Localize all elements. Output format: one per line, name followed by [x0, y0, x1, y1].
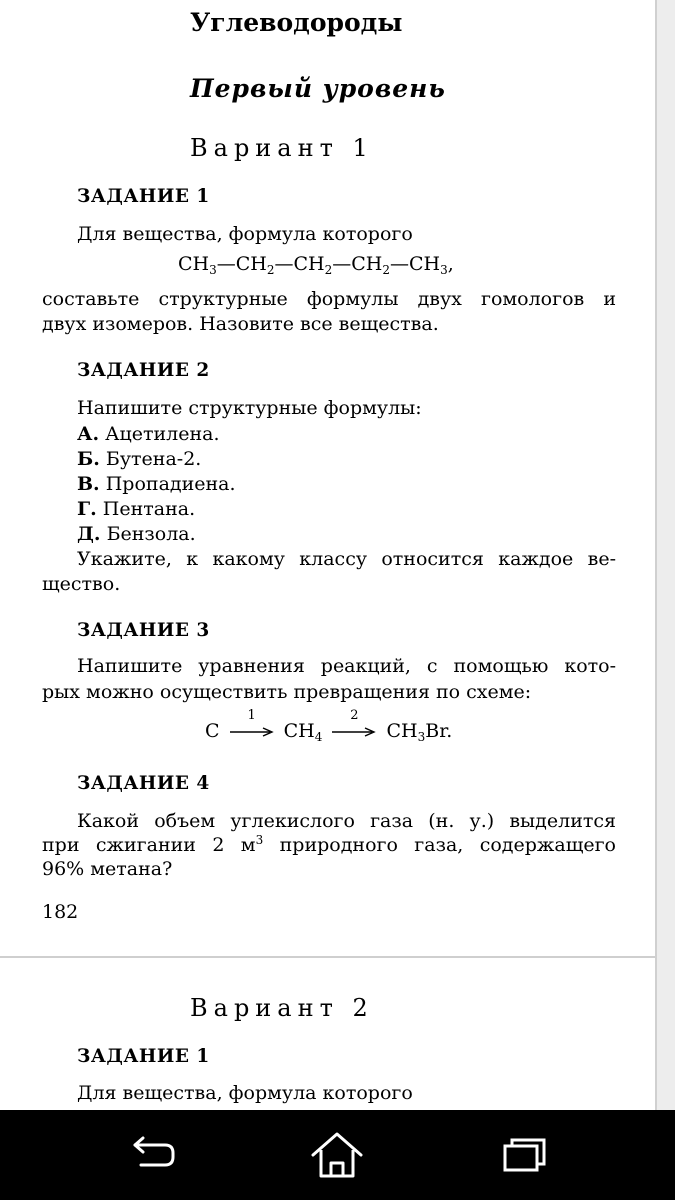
scrollbar-edge — [655, 0, 657, 1110]
android-navigation-bar — [0, 1110, 675, 1200]
task-4-text-line-1: Какой объем углекислого газа (н. у.) выделится — [77, 810, 616, 832]
variant-2-title: Вариант 2 — [190, 994, 374, 1022]
page-number: 182 — [42, 901, 79, 923]
reaction-arrow-1 — [230, 708, 274, 742]
page-divider — [0, 956, 655, 958]
task-1-text-line-1: составьте структурные формулы двух гомологов и — [42, 288, 616, 310]
task-3-text-line-2: рых можно осуществить превращения по схеме: — [42, 681, 532, 703]
reaction-arrow-2 — [332, 708, 376, 742]
task-2-text-line-2: щество. — [42, 573, 121, 595]
scheme-start: C — [205, 720, 220, 742]
variant-1-title: Вариант 1 — [190, 134, 374, 162]
level-title: Первый уровень — [190, 74, 446, 103]
scheme-end: $CH_3Br$. — [386, 720, 453, 744]
item-letter: А. — [77, 423, 100, 445]
back-button[interactable] — [122, 1130, 182, 1180]
task-3-text-line-1: Напишите уравнения реакций, с помощью кото- — [77, 655, 616, 677]
task-3-heading: ЗАДАНИЕ 3 — [77, 620, 210, 641]
list-item — [77, 523, 196, 545]
task-1-text-line-2: двух изомеров. Назовите все вещества. — [42, 313, 439, 335]
task-4-heading: ЗАДАНИЕ 4 — [77, 773, 210, 794]
task-2-heading: ЗАДАНИЕ 2 — [77, 360, 210, 381]
right-arrow-icon — [230, 726, 274, 738]
item-text: Бензола. — [106, 523, 196, 545]
reaction-scheme — [205, 708, 453, 744]
list-item — [77, 423, 220, 445]
recent-apps-icon — [499, 1135, 549, 1175]
arrow-1-label: 1 — [247, 708, 256, 723]
item-text: Пентана. — [102, 498, 196, 520]
chapter-title: Углеводороды — [190, 8, 403, 37]
task-2-text-line-1: Укажите, к какому классу относится каждое ве- — [77, 548, 616, 570]
home-icon — [309, 1131, 365, 1179]
item-letter: В. — [77, 473, 100, 495]
task-1-intro: Для вещества, формула которого — [77, 223, 413, 245]
list-item — [77, 448, 201, 470]
task-4-text-line-2: при сжигании 2 $м^3$ природного газа, содержащего — [42, 833, 616, 856]
scrollbar-track[interactable] — [655, 0, 675, 1110]
recent-apps-button[interactable] — [494, 1130, 554, 1180]
variant-2-task-1-heading: ЗАДАНИЕ 1 — [77, 1046, 210, 1067]
item-text: Пропадиена. — [105, 473, 236, 495]
variant-2-task-1-intro: Для вещества, формула которого — [77, 1082, 413, 1104]
item-letter: Д. — [77, 523, 101, 545]
task-4-text-line-3: 96% метана? — [42, 858, 173, 880]
task-1-heading: ЗАДАНИЕ 1 — [77, 186, 210, 207]
right-arrow-icon — [332, 726, 376, 738]
home-button[interactable] — [307, 1130, 367, 1180]
arrow-2-label: 2 — [350, 708, 359, 723]
back-arrow-icon — [127, 1135, 177, 1175]
list-item — [77, 473, 236, 495]
item-text: Бутена-2. — [105, 448, 202, 470]
item-letter: Г. — [77, 498, 97, 520]
scheme-middle: $CH_4$ — [283, 720, 323, 744]
task-2-intro: Напишите структурные формулы: — [77, 397, 422, 419]
list-item — [77, 498, 195, 520]
task-1-formula: $CH_3—CH_2—CH_2—CH_2—CH_3$, — [178, 253, 454, 277]
item-text: Ацетилена. — [105, 423, 220, 445]
item-letter: Б. — [77, 448, 100, 470]
